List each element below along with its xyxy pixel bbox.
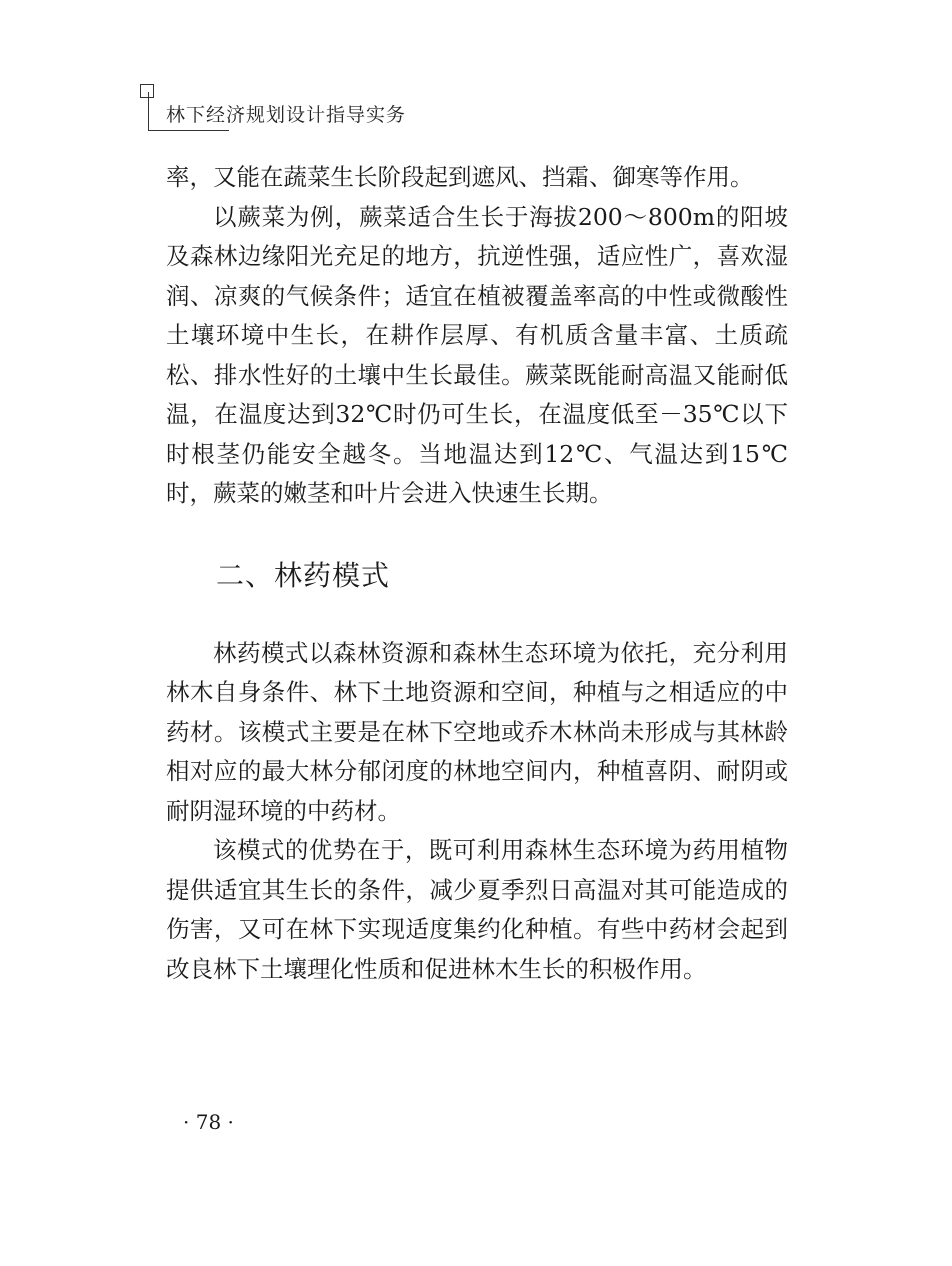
page-body bbox=[166, 158, 788, 989]
paragraph-bracken-example: 以蕨菜为例，蕨菜适合生长于海拔200～800m的阳坡及森林边缘阳光充足的地方，抗逆性强，适应性广，喜欢湿润、凉爽的气候条件；适宜在植被覆盖率高的中性或微酸性土壤环境中生长，在耕作层厚、有机质含量丰富、土质疏松、排水性好的土壤中生长最佳。蕨菜既能耐高温又能耐低温，在温度达到32℃时仍可生长，在温度低至－35℃以下时根茎仍能安全越冬。当地温达到12℃、气温达到15℃时，蕨菜的嫩茎和叶片会进入快速生长期。 bbox=[166, 202, 788, 507]
running-title: 林下经济规划设计指导实务 bbox=[166, 104, 407, 126]
paragraph-forest-medicine-mode: 林药模式以森林资源和森林生态环境为依托，充分利用林木自身条件、林下土地资源和空间，种植与之相适应的中药材。该模式主要是在林下空地或乔木林尚未形成与其林龄相对应的最大林分郁闭度的林地空间内，种植喜阴、耐阴或耐阴湿环境的中药材。 bbox=[166, 638, 788, 825]
running-header bbox=[140, 84, 420, 132]
paragraph-continuation: 率，又能在蔬菜生长阶段起到遮风、挡霜、御寒等作用。 bbox=[166, 163, 754, 191]
paragraph-mode-advantages: 该模式的优势在于，既可利用森林生态环境为药用植物提供适宜其生长的条件，减少夏季烈日高温对其可能造成的伤害，又可在林下实现适度集约化种植。有些中药材会起到改良林下土壤理化性质和促进林木生长的积极作用。 bbox=[166, 836, 788, 983]
section-heading: 二、林药模式 bbox=[216, 558, 391, 592]
page-number: · 78 · bbox=[183, 1110, 234, 1134]
